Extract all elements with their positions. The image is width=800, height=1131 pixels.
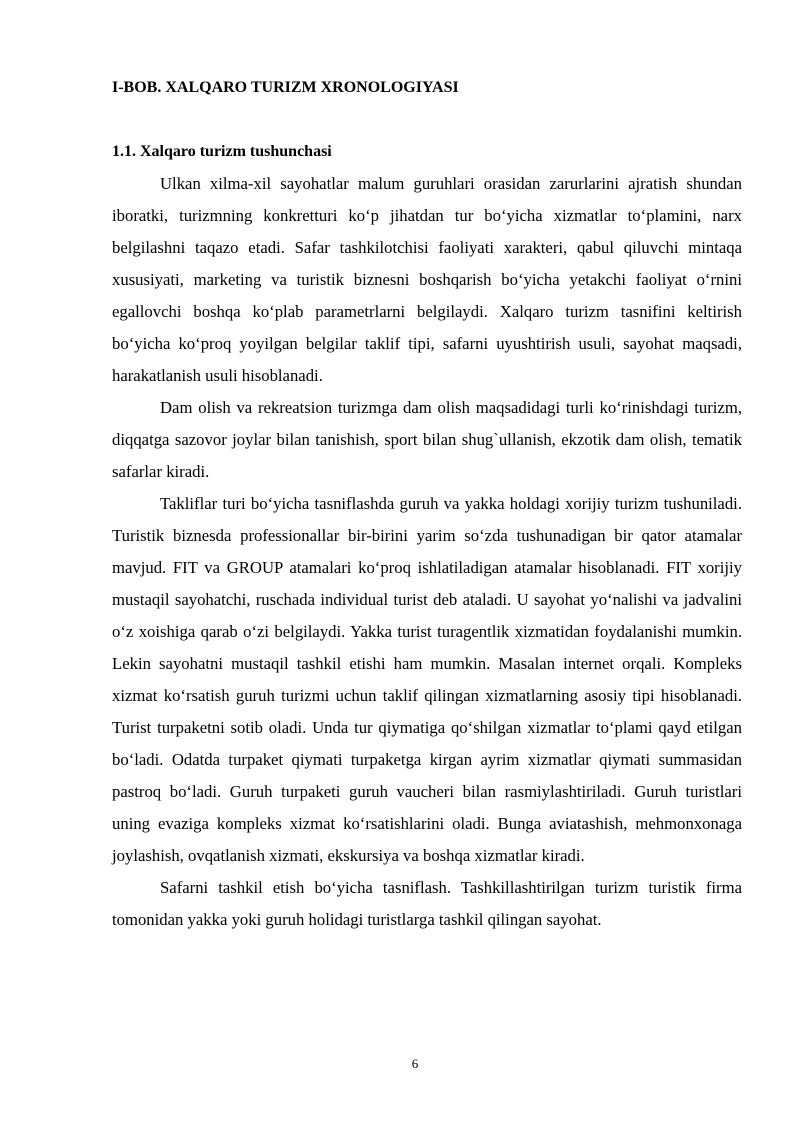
- paragraph-1: Ulkan xilma-xil sayohatlar malum guruhlari orasidan zarurlarini ajratish shundan iboratki, turizmning konkretturi ko‘p jihatdan tur bo‘yicha xizmatlar to‘plamini, narx belgilashni taqazo etadi. Safar tashkilotchisi faoliyati xarakteri, qabul qiluvchi mintaqa xususiyati, marketing va turistik biznesni boshqarish bo‘yicha yetakchi faoliyat o‘rnini egallovchi boshqa ko‘plab parametrlarni belgilaydi. Xalqaro turizm tasnifini keltirish bo‘yicha ko‘proq yoyilgan belgilar taklif tipi, safarni uyushtirish usuli, sayohat maqsadi, harakatlanish usuli hisoblanadi.: [112, 174, 742, 385]
- chapter-title: I-BOB. XALQARO TURIZM XRONOLOGIYASI: [112, 79, 459, 96]
- paragraph-4: Safarni tashkil etish bo‘yicha tasniflash. Tashkillashtirilgan turizm turistik firma tomonidan yakka yoki guruh holidagi turistlarga tashkil qilingan sayohat.: [112, 878, 742, 929]
- section-title: 1.1. Xalqaro turizm tushunchasi: [112, 143, 332, 160]
- document-page: [112, 70, 742, 936]
- page-number: 6: [411, 1056, 419, 1071]
- paragraph-3: Takliflar turi bo‘yicha tasniflashda guruh va yakka holdagi xorijiy turizm tushuniladi. Turistik biznesda professionallar bir-birini yarim so‘zda tushunadigan bir qator atamalar mavjud. FIT va GROUP atamalari ko‘proq ishlatiladigan atamalar hisoblanadi. FIT xorijiy mustaqil sayohatchi, ruschada individual turist deb ataladi. U sayohat yo‘nalishi va jadvalini o‘z xoishiga qarab o‘zi belgilaydi. Yakka turist turagentlik xizmatidan foydalanishi mumkin. Lekin sayohatni mustaqil tashkil etishi ham mumkin. Masalan internet orqali. Kompleks xizmat ko‘rsatish guruh turizmi uchun taklif qilingan xizmatlarning asosiy tipi hisoblanadi. Turist turpaketni sotib oladi. Unda tur qiymatiga qo‘shilgan xizmatlar to‘plami qayd etilgan bo‘ladi. Odatda turpaket qiymati turpaketga kirgan ayrim xizmatlar qiymati summasidan pastroq bo‘ladi. Guruh turpaketi guruh vaucheri bilan rasmiylashtiriladi. Guruh turistlari uning evaziga kompleks xizmat ko‘rsatishlarini oladi. Bunga aviatashish, mehmonxonaga joylashish, ovqatlanish xizmati, ekskursiya va boshqa xizmatlar kiradi.: [112, 494, 742, 865]
- paragraph-2: Dam olish va rekreatsion turizmga dam olish maqsadidagi turli ko‘rinishdagi turizm, diqqatga sazovor joylar bilan tanishish, sport bilan shug`ullanish, ekzotik dam olish, tematik safarlar kiradi.: [112, 398, 742, 481]
